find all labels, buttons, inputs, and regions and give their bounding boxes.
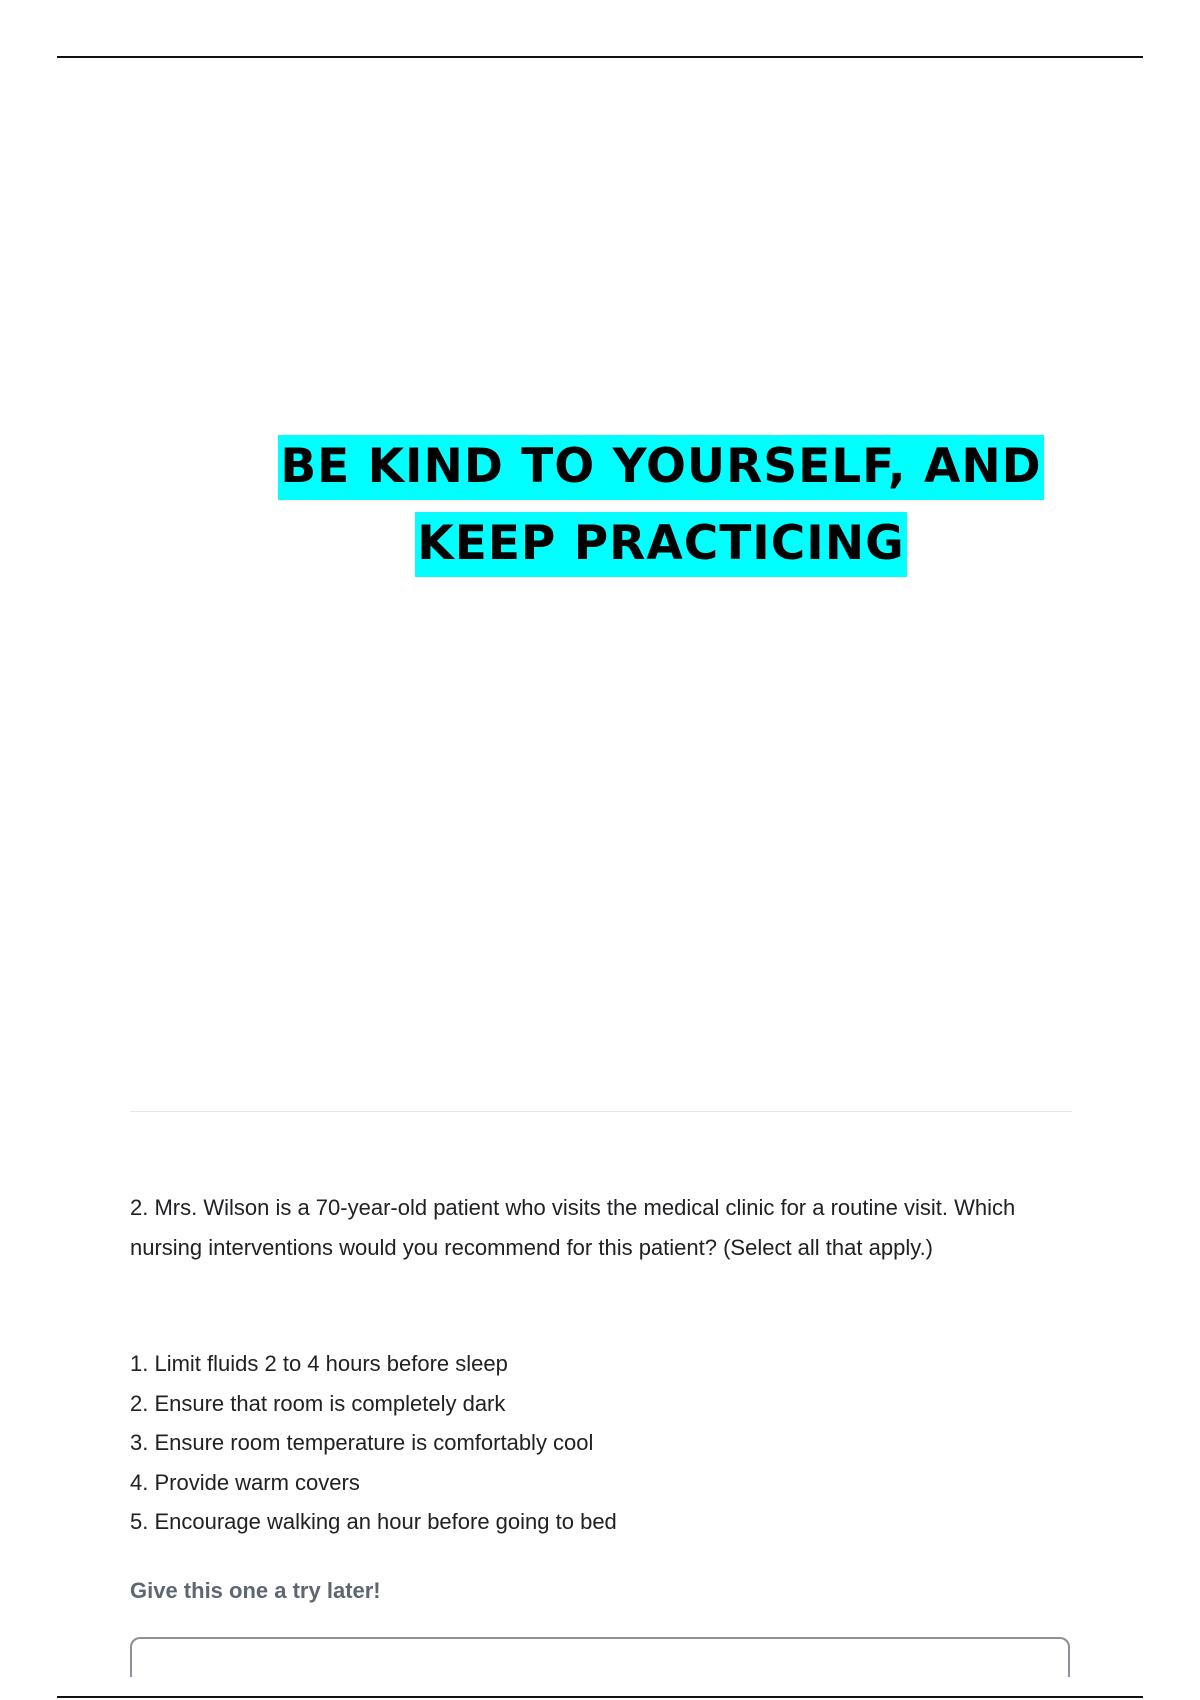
answer-option-5: 5. Encourage walking an hour before going to bed xyxy=(130,1509,617,1534)
answer-option-4: 4. Provide warm covers xyxy=(130,1469,360,1495)
answer-options-list xyxy=(130,1344,1030,1542)
answer-option-1: 1. Limit fluids 2 to 4 hours before sleep xyxy=(130,1351,508,1376)
top-rule xyxy=(57,56,1143,58)
motivational-banner xyxy=(256,428,1066,582)
answer-option-3: 3. Ensure room temperature is comfortably cool xyxy=(130,1430,594,1455)
section-divider xyxy=(130,1111,1072,1112)
answer-input-box[interactable] xyxy=(130,1637,1070,1677)
question-text: 2. Mrs. Wilson is a 70-year-old patient who visits the medical clinic for a routine visit. Which nursing interventions would you recommend for this patient? (Select all that apply.) xyxy=(130,1195,1016,1260)
answer-option-2: 2. Ensure that room is completely dark xyxy=(130,1390,506,1416)
banner-line-1: BE KIND TO YOURSELF, AND xyxy=(278,435,1043,500)
bottom-rule xyxy=(57,1696,1143,1698)
banner-line-2: KEEP PRACTICING xyxy=(415,512,906,577)
try-later-prompt: Give this one a try later! xyxy=(130,1578,381,1603)
